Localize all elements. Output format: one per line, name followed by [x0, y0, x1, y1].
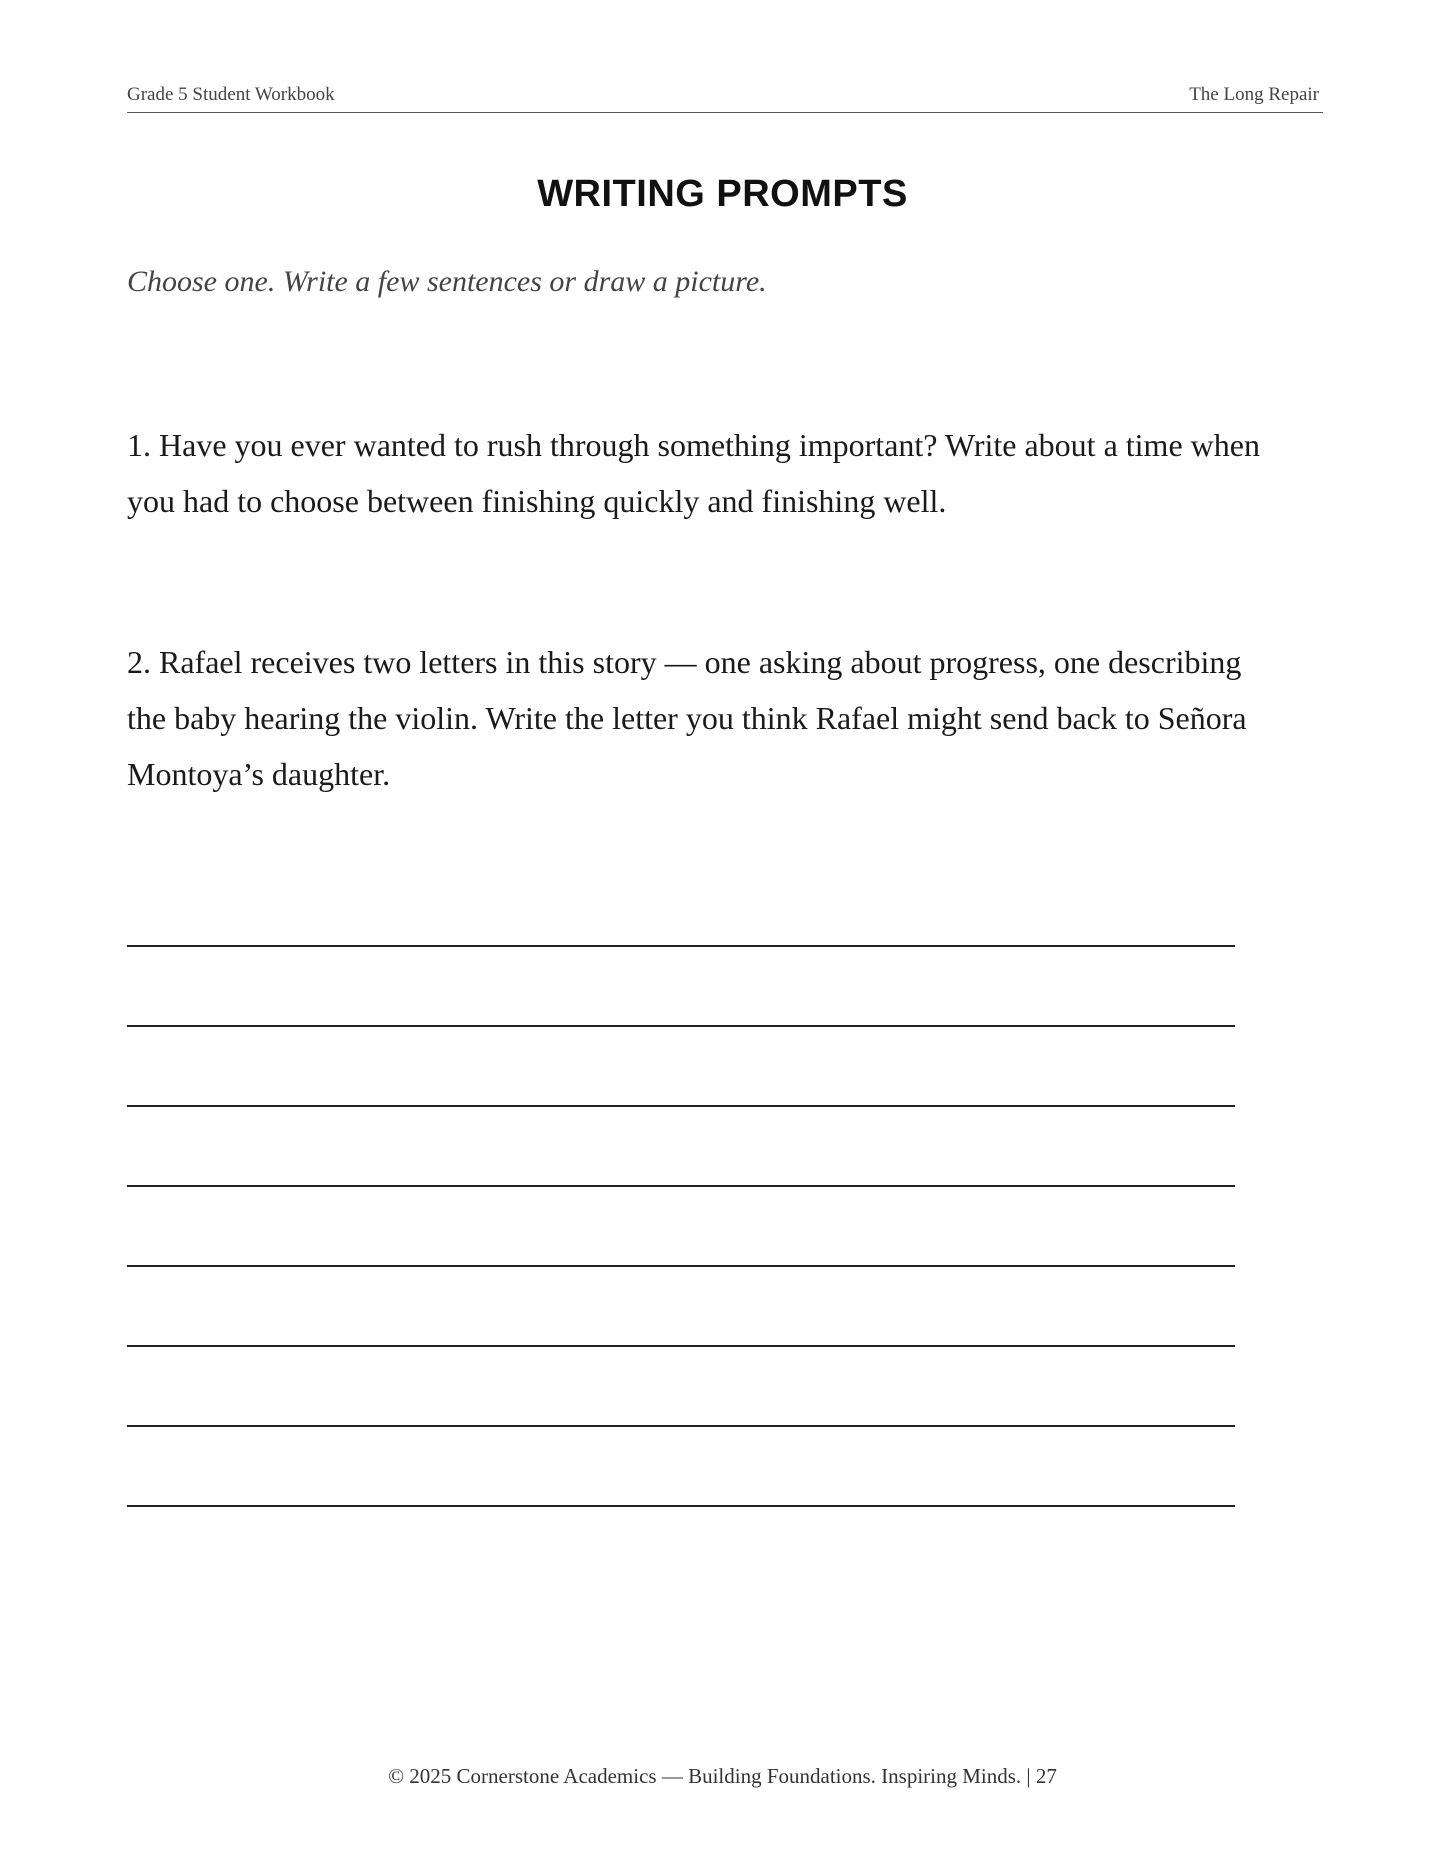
- page-footer: © 2025 Cornerstone Academics — Building Foundations. Inspiring Minds. | 27: [388, 1764, 1057, 1788]
- writing-line[interactable]: [127, 1425, 1235, 1427]
- header-story-title: The Long Repair: [1189, 84, 1319, 105]
- writing-line[interactable]: [127, 1105, 1235, 1107]
- writing-line[interactable]: [127, 1505, 1235, 1507]
- writing-prompt-1: 1. Have you ever wanted to rush through something important? Write about a time when you had to choose between finishing quickly and finishing well.: [127, 427, 1260, 519]
- writing-prompt-2: 2. Rafael receives two letters in this story — one asking about progress, one describing the baby hearing the violin. Write the letter you think Rafael might send back to Señora Montoya’s daughter.: [127, 644, 1247, 792]
- header-workbook-title: Grade 5 Student Workbook: [127, 84, 335, 105]
- writing-lines: [127, 945, 1235, 1585]
- page-header: [127, 84, 1323, 113]
- writing-line[interactable]: [127, 1265, 1235, 1267]
- writing-line[interactable]: [127, 1025, 1235, 1027]
- writing-line[interactable]: [127, 1185, 1235, 1187]
- writing-line[interactable]: [127, 1345, 1235, 1347]
- writing-line[interactable]: [127, 945, 1235, 947]
- page-title: WRITING PROMPTS: [537, 173, 908, 215]
- instructions: Choose one. Write a few sentences or draw a picture.: [127, 265, 767, 298]
